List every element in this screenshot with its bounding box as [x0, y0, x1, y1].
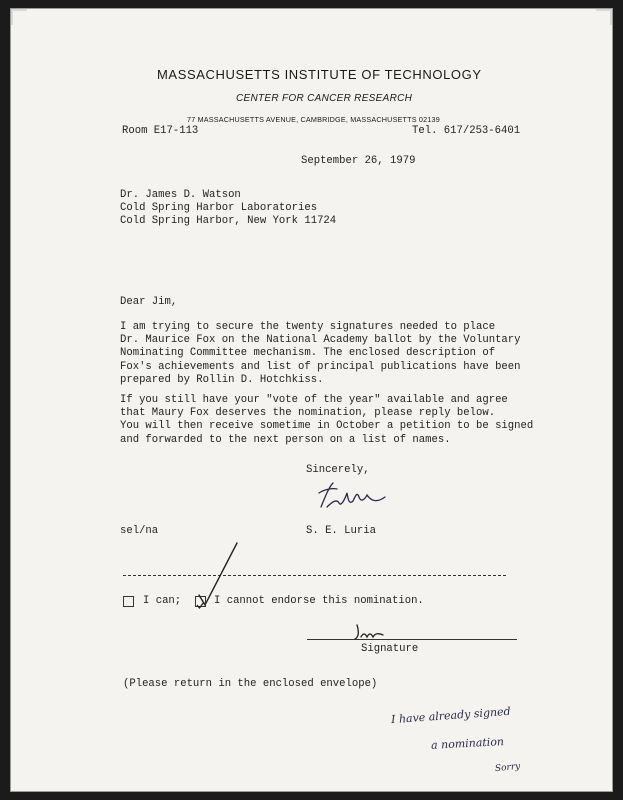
cannot-checkbox[interactable]	[195, 596, 206, 607]
jim-signature	[351, 623, 391, 643]
letter-page	[10, 8, 613, 792]
corner-mark	[596, 9, 612, 25]
closing: Sincerely,	[306, 464, 370, 476]
institution-name: MASSACHUSETTS INSTITUTE OF TECHNOLOGY	[157, 67, 482, 82]
typist-initials: sel/na	[120, 525, 159, 537]
handwritten-note-line-2: a nomination	[430, 735, 505, 752]
recipient-organization: Cold Spring Harbor Laboratories	[120, 202, 318, 215]
corner-mark	[11, 9, 27, 25]
body-line: I am trying to secure the twenty signatures needed to place	[120, 321, 496, 333]
tear-line	[123, 575, 506, 576]
body-line: Fox's achievements and list of principal publications have been	[120, 360, 521, 373]
body-line: that Maury Fox deserves the nomination, please reply below.	[120, 407, 496, 420]
recipient-address: Cold Spring Harbor, New York 11724	[120, 215, 337, 228]
salutation: Dear Jim,	[120, 296, 178, 308]
signature-label: Signature	[361, 643, 419, 655]
body-paragraph-1	[120, 321, 521, 387]
recipient-name: Dr. James D. Watson	[120, 189, 241, 201]
body-line: prepared by Rollin D. Hotchkiss.	[120, 373, 324, 386]
cannot-option-label: I cannot endorse this nomination.	[214, 595, 424, 607]
body-paragraph-2	[120, 394, 533, 447]
signature-line	[307, 639, 517, 640]
body-line: If you still have your "vote of the year" available and agree	[120, 394, 508, 406]
body-line: Nominating Committee mechanism. The enclosed description of	[120, 347, 496, 360]
body-line: You will then receive sometime in October a petition to be signed	[120, 420, 534, 433]
body-line: and forwarded to the next person on a list of names.	[120, 433, 451, 446]
can-option-label: I can;	[143, 595, 182, 607]
body-line: Dr. Maurice Fox on the National Academy ballot by the Voluntary	[120, 334, 521, 347]
handwritten-note-line-1: I have already signed	[390, 704, 512, 727]
recipient-block	[120, 189, 336, 229]
institution-address: 77 MASSACHUSETTS AVENUE, CAMBRIDGE, MASSACHUSETTS 02139	[187, 115, 440, 124]
return-note: (Please return in the enclosed envelope)	[123, 678, 378, 690]
telephone-number: Tel. 617/253-6401	[412, 125, 521, 137]
luria-signature	[311, 479, 401, 515]
can-checkbox[interactable]	[123, 596, 134, 607]
letter-date: September 26, 1979	[301, 155, 416, 167]
handwritten-note-line-3: Sorry	[494, 761, 521, 775]
signer-name: S. E. Luria	[306, 525, 376, 537]
room-number: Room E17-113	[122, 125, 199, 137]
department-name: CENTER FOR CANCER RESEARCH	[236, 93, 413, 104]
